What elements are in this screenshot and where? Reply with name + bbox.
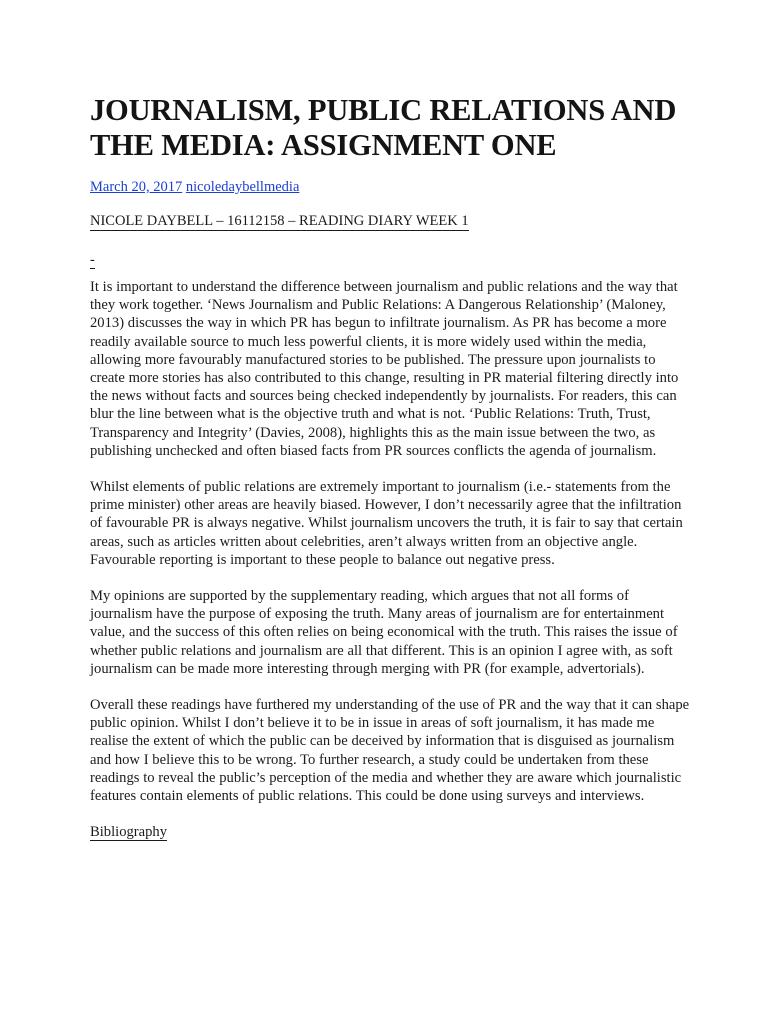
post-date-link[interactable]: March 20, 2017 [90,179,183,195]
bibliography-heading-text: Bibliography [90,824,168,841]
paragraph-1: It is important to understand the difference between journalism and public relations and the way that they work together. ‘News Journalism and Public Relations: A Dangerous Relationship’ (Maloney, 2013) discusses the way in which PR has begun to infiltrate journalism. As PR has become a more readily available source to much less powerful clients, it is more widely used within the media, allowing more favourably manufactured stories to be published. The pressure upon journalists to create more stories has also contributed to this change, resulting in PR material filtering directly into the news without facts and sources being checked independently by journalists. For readers, this can blur the line between what is the objective truth and what is not. ‘Public Relations: Truth, Trust, Transparency and Integrity’ (Davies, 2008), highlights this as the main issue between the two, as publishing unchecked and often biased facts from PR sources conflicts the agenda of journalism. [90,279,679,459]
post-meta [90,178,690,196]
diary-heading [90,212,690,230]
article-title: JOURNALISM, PUBLIC RELATIONS AND THE MEDIA: ASSIGNMENT ONE [90,93,677,162]
separator-dash-text: - [90,252,95,268]
paragraph-2: Whilst elements of public relations are extremely important to journalism (i.e.- statements from the prime minister) other areas are heavily biased. However, I don’t necessarily agree that the infiltration of favourable PR is always negative. Whilst journalism uncovers the truth, it is fair to say that certain areas, such as articles written about celebrities, aren’t always written from an objective angle. Favourable reporting is important to these people to balance out negative press. [90,479,683,568]
separator-dash [90,251,690,269]
bibliography-heading [90,823,690,841]
paragraph-3: My opinions are supported by the supplementary reading, which argues that not all forms of journalism have the purpose of exposing the truth. Many areas of journalism are for entertainment value, and the success of this often relies on being economical with the truth. This raises the issue of whether public relations and journalism are all that different. This is an opinion I agree with, as soft journalism can be made more interesting through merging with PR (for example, advertorials). [90,588,678,677]
paragraph-4: Overall these readings have furthered my understanding of the use of PR and the way that it can shape public opinion. Whilst I don’t believe it to be in issue in areas of soft journalism, it has made me realise the extent of which the public can be deceived by information that is disguised as journalism and how I believe this to be wrong. To further research, a study could be undertaken from these readings to reveal the public’s perception of the media and whether they are aware which journalistic features contain elements of public relations. This could be done using surveys and interviews. [90,697,690,805]
diary-heading-text: NICOLE DAYBELL – 16112158 – READING DIARY WEEK 1 [90,213,469,229]
author-link[interactable]: nicoledaybellmedia [185,179,300,195]
